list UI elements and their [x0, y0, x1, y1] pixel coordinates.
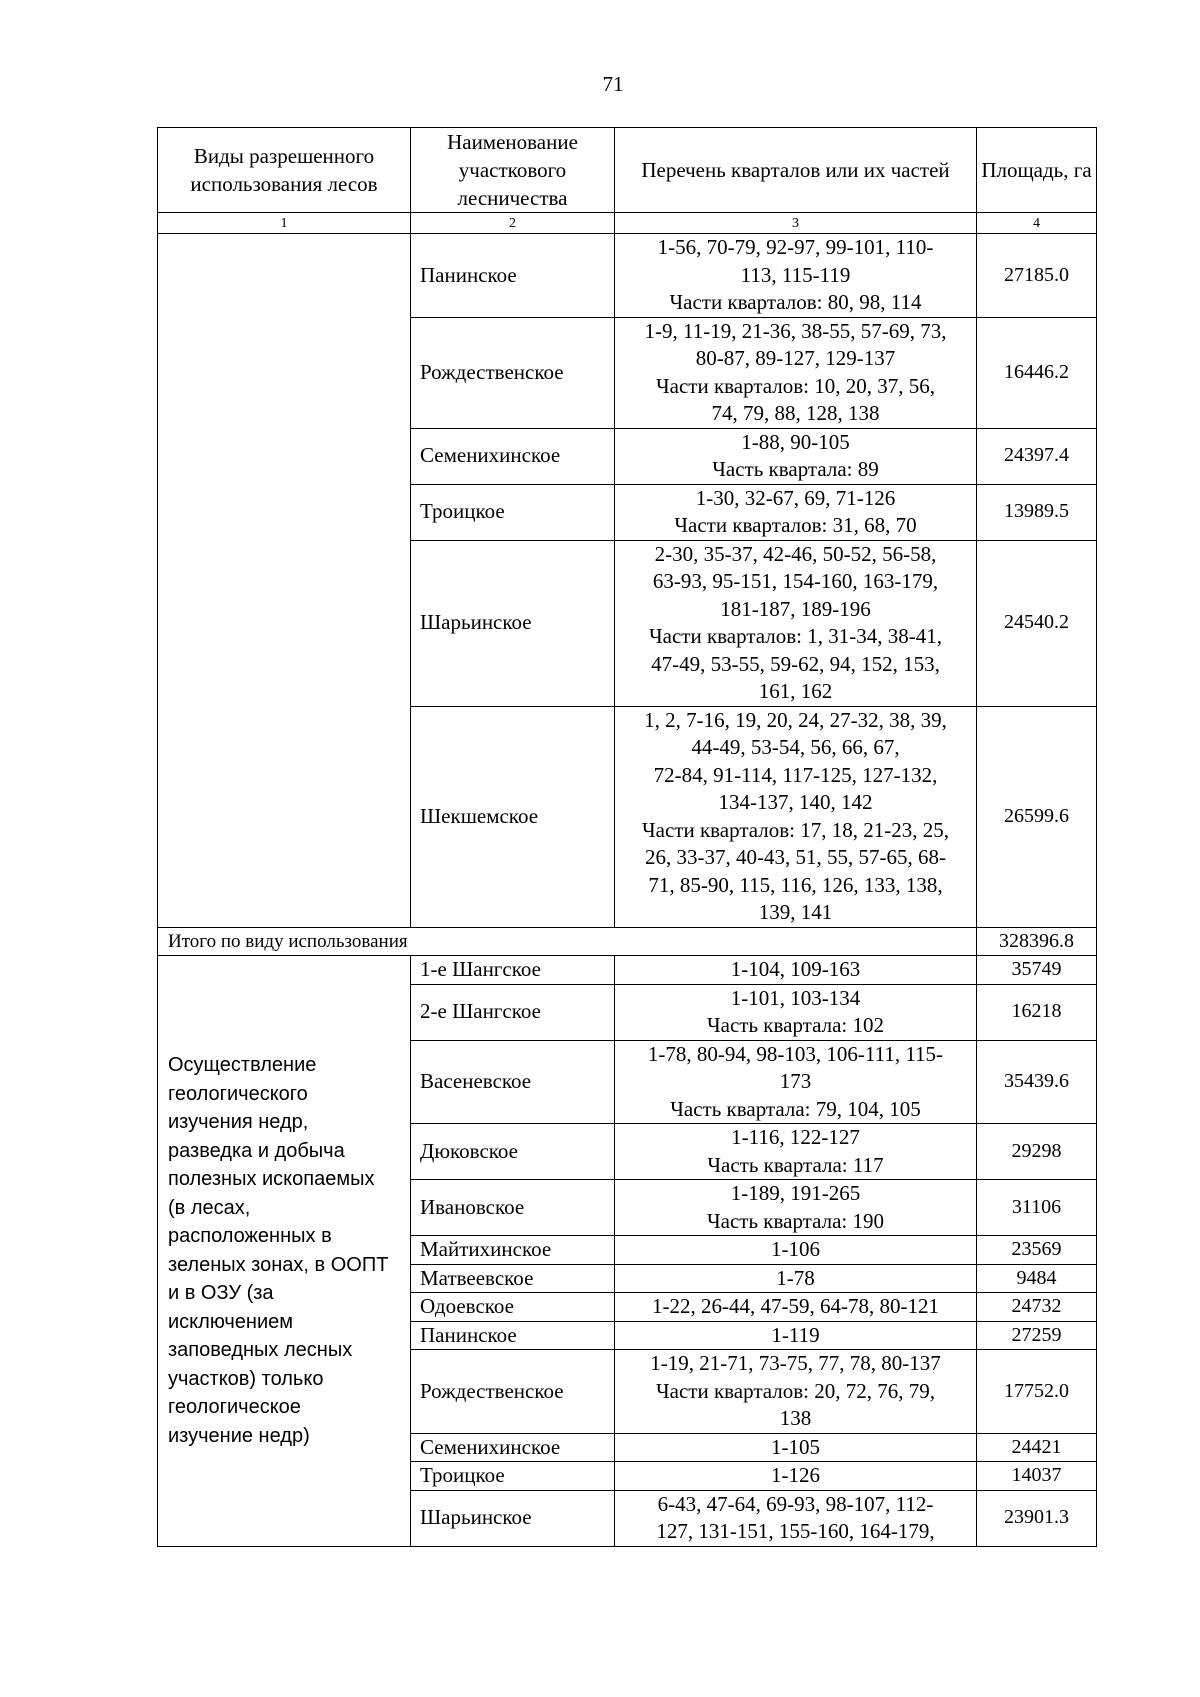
header-quarters-list: Перечень кварталов или их частей: [615, 128, 977, 213]
total-label: Итого по виду использования: [158, 927, 977, 956]
table-body: [158, 234, 1097, 1547]
page-number: 71: [602, 72, 624, 96]
area-value: 31106: [977, 1180, 1097, 1236]
area-value: 13989.5: [977, 484, 1097, 540]
quarters-line: 1-78, 80-94, 98-103, 106-111, 115-: [647, 1041, 944, 1066]
header-forestry-name: Наименование участкового лесничества: [411, 128, 615, 213]
area-value: 9484: [977, 1264, 1097, 1293]
forestry-name: Майтихинское: [411, 1236, 615, 1265]
quarters-line: 47-49, 53-55, 59-62, 94, 152, 153,: [651, 651, 940, 676]
quarters-line: 113, 115-119: [740, 262, 851, 287]
use-type-line: (в лесах,: [168, 1196, 251, 1219]
quarters-cell: [615, 706, 977, 927]
quarters-line: 1-119: [771, 1322, 820, 1347]
quarters-cell: [615, 1433, 977, 1462]
column-number: 4: [977, 213, 1097, 234]
forestry-name: Шекшемское: [411, 706, 615, 927]
quarters-line: 1-22, 26-44, 47-59, 64-78, 80-121: [652, 1294, 939, 1318]
quarters-line: 1, 2, 7-16, 19, 20, 24, 27-32, 38, 39,: [644, 707, 947, 732]
quarters-cell: [615, 1040, 977, 1124]
area-value: 14037: [977, 1462, 1097, 1491]
quarters-line: 1-88, 90-105: [741, 429, 850, 454]
use-type-line: изучения недр,: [168, 1111, 309, 1134]
forestry-name: Шарьинское: [411, 1490, 615, 1546]
use-type-line: расположенных в: [168, 1225, 332, 1248]
column-number: 1: [158, 213, 411, 234]
use-type-line: геологическое: [168, 1396, 301, 1419]
quarters-line: 161, 162: [758, 679, 833, 703]
quarters-cell: [615, 1321, 977, 1350]
quarters-line: 134-137, 140, 142: [718, 790, 873, 814]
quarters-cell: [615, 984, 977, 1040]
area-value: 23901.3: [977, 1490, 1097, 1546]
quarters-line: 26, 33-37, 40-43, 51, 55, 57-65, 68-: [645, 845, 946, 869]
table-row: [158, 956, 1097, 985]
quarters-line: 1-56, 70-79, 92-97, 99-101, 110-: [657, 235, 934, 259]
use-type-line: заповедных лесных: [168, 1339, 353, 1362]
quarters-cell: [615, 1293, 977, 1322]
quarters-line: 1-19, 21-71, 73-75, 77, 78, 80-137: [650, 1351, 941, 1375]
column-number: 3: [615, 213, 977, 234]
area-value: 35749: [977, 956, 1097, 985]
area-value: 24540.2: [977, 540, 1097, 706]
quarters-line: Части кварталов: 20, 72, 76, 79,: [655, 1378, 935, 1403]
area-value: 26599.6: [977, 706, 1097, 927]
quarters-line: 6-43, 47-64, 69-93, 98-107, 112-: [657, 1491, 934, 1516]
quarters-line: 139, 141: [758, 900, 833, 924]
forestry-name: Дюковское: [411, 1124, 615, 1180]
quarters-line: Части кварталов: 10, 20, 37, 56,: [655, 373, 935, 398]
area-value: 35439.6: [977, 1040, 1097, 1124]
use-type-line: изучение недр): [168, 1424, 310, 1447]
quarters-cell: [615, 956, 977, 985]
quarters-line: 44-49, 53-54, 56, 66, 67,: [691, 735, 900, 759]
quarters-line: 1-30, 32-67, 69, 71-126: [695, 485, 896, 510]
area-value: 24397.4: [977, 428, 1097, 484]
table-row: [158, 234, 1097, 318]
quarters-line: 173: [779, 1069, 812, 1093]
forestry-name: Васеневское: [411, 1040, 615, 1124]
quarters-line: 1-105: [771, 1434, 820, 1459]
forestry-name: 2-е Шангское: [411, 984, 615, 1040]
forestry-name: Шарьинское: [411, 540, 615, 706]
quarters-line: Части кварталов: 31, 68, 70: [674, 513, 917, 537]
header-row: [158, 128, 1097, 213]
quarters-cell: [615, 484, 977, 540]
quarters-line: 80-87, 89-127, 129-137: [695, 346, 896, 370]
column-number-row: [158, 213, 1097, 234]
quarters-line: Части кварталов: 80, 98, 114: [669, 290, 922, 314]
area-value: 24732: [977, 1293, 1097, 1322]
forestry-name: Троицкое: [411, 1462, 615, 1491]
use-type-cell-empty: [158, 234, 411, 928]
quarters-line: Часть квартала: 117: [707, 1152, 884, 1177]
quarters-line: 1-104, 109-163: [730, 957, 861, 981]
quarters-line: Часть квартала: 89: [712, 457, 879, 481]
quarters-line: 1-101, 103-134: [730, 985, 861, 1010]
header-use-type: Виды разрешенного использования лесов: [158, 128, 411, 213]
quarters-cell: [615, 1350, 977, 1434]
area-value: 27259: [977, 1321, 1097, 1350]
use-type-line: Осуществление: [168, 1054, 317, 1077]
quarters-cell: [615, 1264, 977, 1293]
quarters-cell: [615, 1180, 977, 1236]
total-value: 328396.8: [977, 927, 1097, 956]
quarters-line: 1-189, 191-265: [730, 1181, 861, 1205]
quarters-line: 127, 131-151, 155-160, 164-179,: [656, 1519, 935, 1543]
forestry-name: Троицкое: [411, 484, 615, 540]
forestry-name: Семенихинское: [411, 428, 615, 484]
forestry-name: Рождественское: [411, 317, 615, 428]
quarters-line: 2-30, 35-37, 42-46, 50-52, 56-58,: [654, 541, 937, 566]
area-value: 17752.0: [977, 1350, 1097, 1434]
quarters-line: 63-93, 95-151, 154-160, 163-179,: [652, 569, 939, 593]
quarters-cell: [615, 540, 977, 706]
quarters-line: 1-78: [776, 1265, 815, 1290]
forestry-name: 1-е Шангское: [411, 956, 615, 985]
quarters-cell: [615, 428, 977, 484]
use-type-line: полезных ископаемых: [168, 1168, 375, 1191]
forest-use-table: [157, 127, 1097, 1547]
quarters-line: 72-84, 91-114, 117-125, 127-132,: [653, 762, 938, 787]
quarters-line: 71, 85-90, 115, 116, 126, 133, 138,: [648, 872, 943, 897]
forestry-name: Ивановское: [411, 1180, 615, 1236]
use-type-line: геологического: [168, 1082, 308, 1105]
column-number: 2: [411, 213, 615, 234]
quarters-line: Часть квартала: 102: [706, 1013, 884, 1037]
use-type-line: и в ОЗУ (за: [168, 1282, 274, 1305]
forestry-name: Одоевское: [411, 1293, 615, 1322]
quarters-cell: [615, 1236, 977, 1265]
use-type-line: исключением: [168, 1310, 294, 1333]
quarters-line: 138: [779, 1406, 812, 1430]
quarters-line: Части кварталов: 1, 31-34, 38-41,: [649, 624, 942, 648]
forestry-name: Панинское: [411, 234, 615, 318]
forestry-name: Семенихинское: [411, 1433, 615, 1462]
forestry-name: Матвеевское: [411, 1264, 615, 1293]
quarters-cell: [615, 317, 977, 428]
area-value: 16446.2: [977, 317, 1097, 428]
quarters-line: Часть квартала: 190: [706, 1208, 884, 1233]
use-type-line: участков) только: [168, 1367, 324, 1390]
quarters-line: 181-187, 189-196: [720, 596, 871, 621]
use-type-line: разведка и добыча: [168, 1139, 345, 1162]
header-area: Площадь, га: [977, 128, 1097, 213]
quarters-cell: [615, 1490, 977, 1546]
area-value: 29298: [977, 1124, 1097, 1180]
quarters-cell: [615, 234, 977, 318]
use-type-line: зеленых зонах, в ООПТ: [168, 1253, 389, 1276]
quarters-line: 1-9, 11-19, 21-36, 38-55, 57-69, 73,: [644, 318, 947, 343]
quarters-line: 74, 79, 88, 128, 138: [711, 401, 880, 425]
quarters-cell: [615, 1124, 977, 1180]
quarters-cell: [615, 1462, 977, 1491]
quarters-line: 1-116, 122-127: [731, 1125, 860, 1149]
area-value: 27185.0: [977, 234, 1097, 318]
quarters-line: 1-106: [771, 1237, 820, 1261]
total-row: [158, 927, 1097, 956]
forestry-name: Панинское: [411, 1321, 615, 1350]
forestry-name: Рождественское: [411, 1350, 615, 1434]
area-value: 16218: [977, 984, 1097, 1040]
use-type-geology: [158, 956, 411, 1547]
quarters-line: Часть квартала: 79, 104, 105: [670, 1096, 921, 1121]
area-value: 24421: [977, 1433, 1097, 1462]
quarters-line: Части кварталов: 17, 18, 21-23, 25,: [641, 817, 949, 842]
area-value: 23569: [977, 1236, 1097, 1265]
quarters-line: 1-126: [771, 1463, 820, 1487]
